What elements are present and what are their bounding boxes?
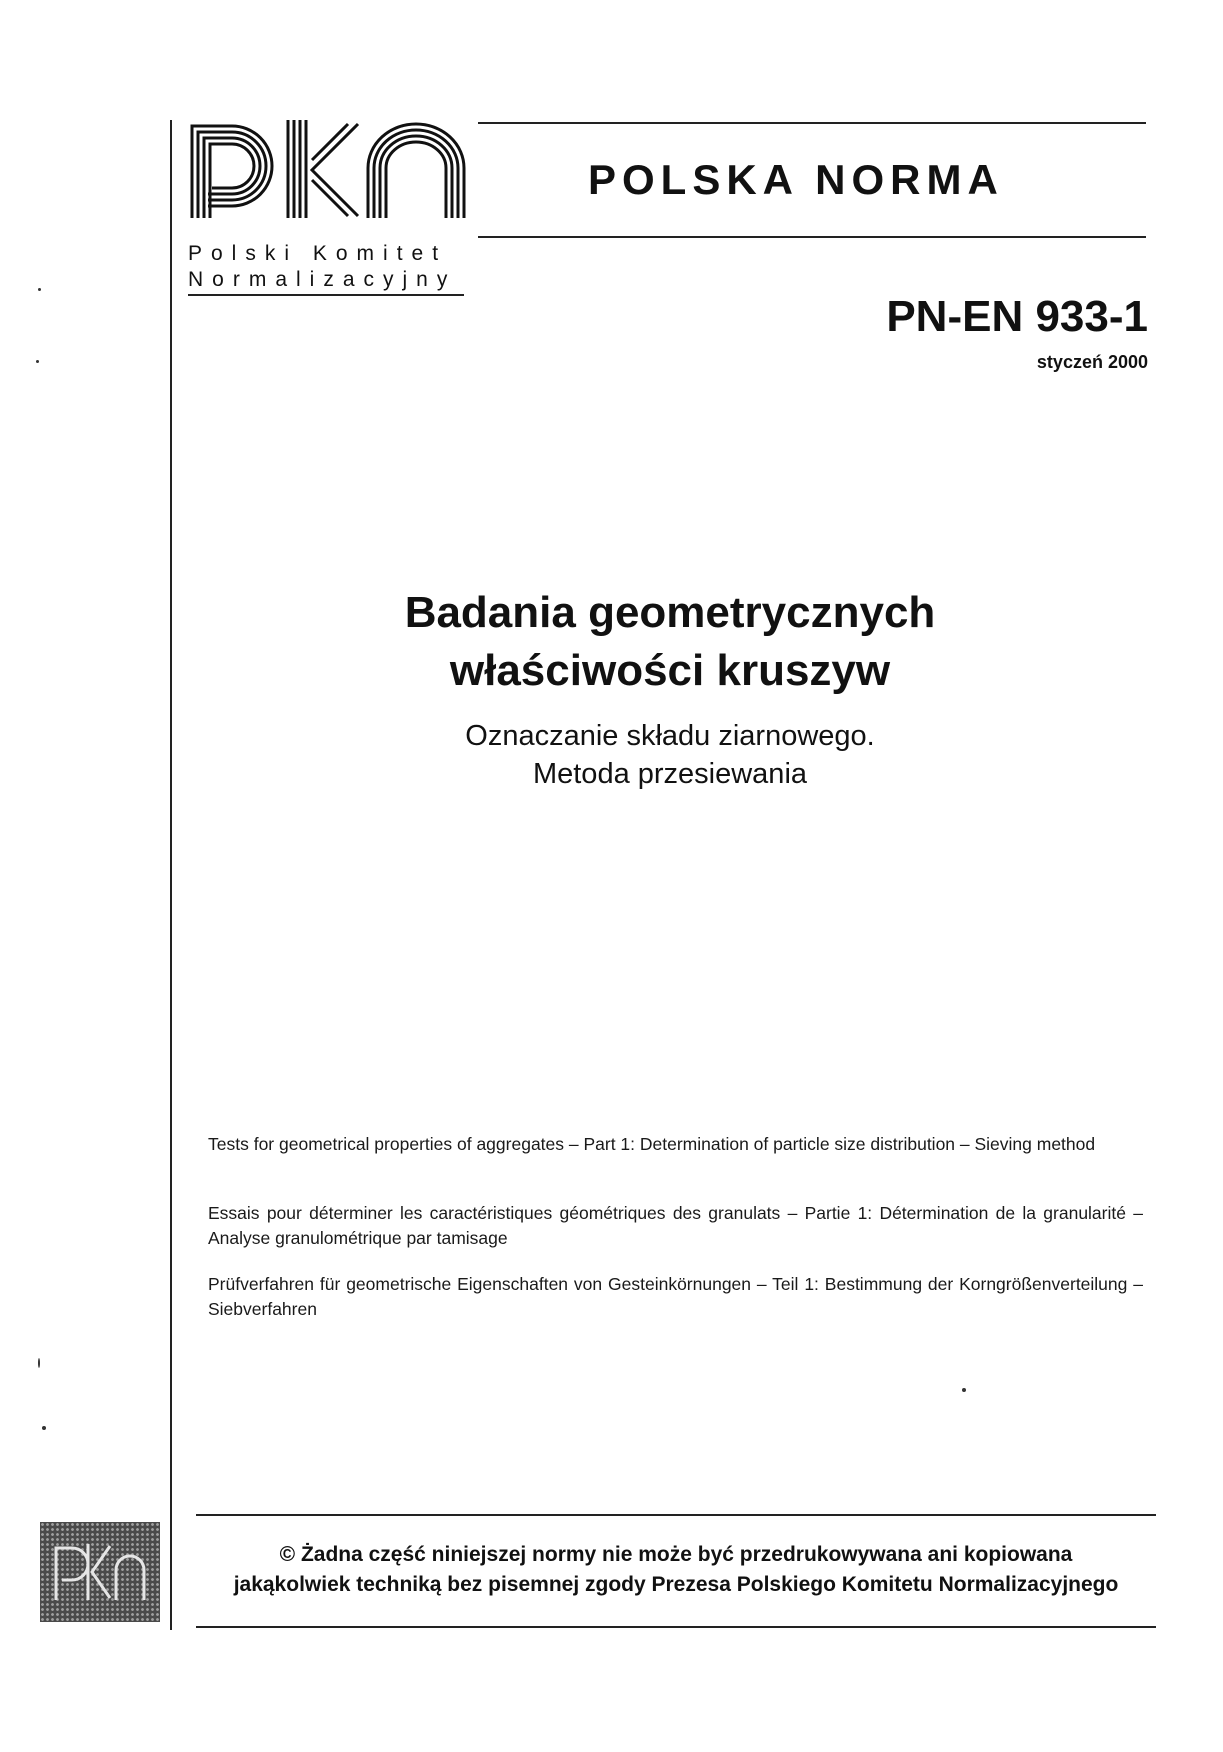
german-title: Prüfverfahren für geometrische Eigenschaften von Gesteinkörnungen – Teil 1: Bestimmung der Korngrößenverteilung – Siebverfahren [208,1274,1143,1319]
logo-text-line2: Normalizacyjny [188,268,457,291]
scan-speck [42,1426,46,1430]
french-title: Essais pour déterminer les caractéristiques géométriques des granulats – Partie 1: Détermination de la granularité – Analyse granulométrique par tamisage [208,1203,1143,1248]
standard-code: PN-EN 933-1 [886,292,1148,341]
document-type-heading: POLSKA NORMA [588,156,1004,203]
title-line-1: Badania geometrycznych [404,588,936,637]
copyright-line-2: jakąkolwiek techniką bez pisemnej zgody Prezesa Polskiego Komitetu Normalizacyjnego [233,1573,1119,1596]
scan-speck [38,1358,40,1368]
header-bottom-rule [478,236,1146,238]
subtitle-line-1: Oznaczanie składu ziarnowego. [465,720,875,752]
header-top-rule [478,122,1146,124]
left-margin-rule [170,120,172,1630]
copyright-line-1: © Żadna część niniejszej normy nie może być przedrukowywana ani kopiowana [279,1543,1073,1566]
english-title: Tests for geometrical properties of aggregates – Part 1: Determination of particle size distribution – Sieving method [208,1134,1096,1154]
footer-top-rule [196,1514,1156,1516]
scan-speck [962,1388,966,1392]
pkn-logo [188,120,468,220]
pkn-logo-icon [188,120,468,220]
scan-speck [38,288,41,291]
title-line-2: właściwości kruszyw [449,646,891,695]
pkn-stamp-logo-icon [50,1542,150,1602]
scan-speck [36,360,39,363]
logo-underline [188,294,464,296]
logo-text-line1: Polski Komitet [188,242,448,265]
publication-date: styczeń 2000 [1036,352,1148,372]
subtitle-line-2: Metoda przesiewania [532,758,808,790]
footer-bottom-rule [196,1626,1156,1628]
pkn-stamp-image [40,1522,160,1622]
